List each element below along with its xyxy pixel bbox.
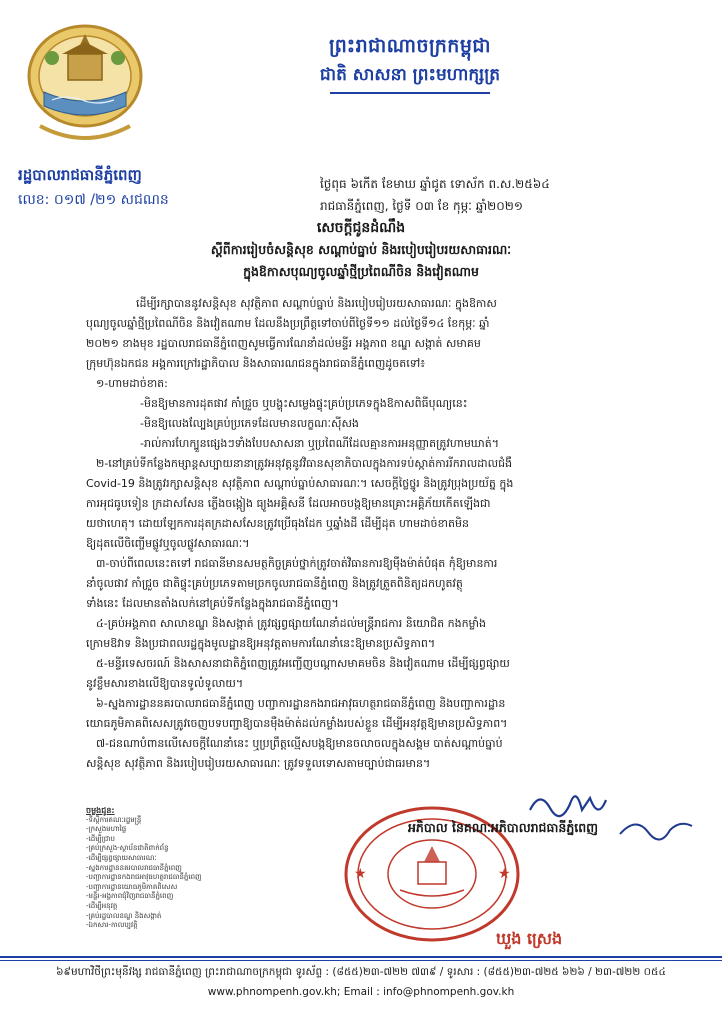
item-1-sub: -រាល់ការហែក្បួនផ្សេងៗទាំងបែបសាសនា ឬប្រពៃណីដែលគ្មានការអនុញ្ញាតត្រូវហាមឃាត់។ xyxy=(140,437,500,450)
recipients-heading: ចម្លងជូន: xyxy=(86,806,115,815)
item-1-sub: -មិនឱ្យលេងល្បែងគ្រប់ប្រភេទដែលមានលក្ខណៈស៊ីសង xyxy=(140,417,359,430)
recipient-item: -ស្នងការដ្ឋាននគរបាលរាជធានីភ្នំពេញ xyxy=(86,863,182,872)
item-6-line: យោធភូមិភាគពិសេសត្រូវចេញបទបញ្ជាឱ្យបានម៉ឺងម៉ាត់ដល់កម្លាំងរបស់ខ្លួន ដើម្បីអនុវត្តឱ្យមានប្រសិទ្ធភាព។ xyxy=(86,717,508,730)
motto-divider xyxy=(330,92,490,94)
phnom-penh-emblem-logo xyxy=(22,14,148,164)
svg-text:★: ★ xyxy=(354,866,367,882)
svg-text:★: ★ xyxy=(498,866,511,882)
recipient-item: -ដើម្បីផ្សព្វផ្សាយសាធារណៈ xyxy=(86,853,157,862)
place-and-date: រាជធានីភ្នំពេញ, ថ្ងៃទី ០៣ ខែ កុម្ភៈ ឆ្នាំ២០២១ xyxy=(320,199,523,213)
item-6-line: ៦-ស្នងការដ្ឋាននគរបាលរាជធានីភ្នំពេញ បញ្ជាការដ្ឋានកងរាជអាវុធហត្ថរាជធានីភ្នំពេញ និងបញ្ជាការដ្ឋាន xyxy=(96,697,506,710)
recipient-item: -ដើម្បីជ្រាប xyxy=(86,834,115,843)
item-2-line: ការអុជធូបទៀន ក្រដាសសែន ភ្លើងចង្កៀង ធ្យូងអគ្គិសនី ដែលអាចបង្កឱ្យមានគ្រោះអគ្គិភ័យកើតឡើងជា xyxy=(86,497,491,510)
item-7-line: សន្តិសុខ សុវត្ថិភាព និងរបៀបរៀបរយសាធារណៈ ត្រូវទទួលទោសតាមច្បាប់ជាធរមាន។ xyxy=(86,757,431,770)
lunar-date: ថ្ងៃពុធ ៦កើត ខែមាឃ ឆ្នាំជូត ទោស័ក ព.ស.២៥៦៤ xyxy=(320,177,550,191)
notice-body xyxy=(86,294,666,774)
recipient-item: -គ្រប់រដ្ឋបាលខណ្ឌ និងសង្កាត់ xyxy=(86,911,162,920)
item-3-line: ទាំងនេះ ដែលមានតាំងលក់នៅគ្រប់ទីកន្លែងក្នុងរាជធានីភ្នំពេញ។ xyxy=(86,597,339,610)
item-2-line: យថាហេតុ។ ដោយឡែកការដុតក្រដាសសែនត្រូវប្រើធុងដែក ឬឆ្នាំងដី ដើម្បីដុត ហាមដាច់ខាតមិន xyxy=(86,517,469,530)
item-2-line: ២-នៅគ្រប់ទីកន្លែងកម្សាន្តសប្បាយនានាត្រូវអនុវត្តនូវវិធានសុខាភិបាលក្នុងការទប់ស្កាត់ការរីករាលដាលជំងឺ xyxy=(96,457,513,470)
item-1-sub: -មិនឱ្យមានការដុតផាវ កាំជ្រួច ឬបង្ហុះសម្លេងផ្ទុះគ្រប់ប្រភេទក្នុងឱកាសពិធីបុណ្យនេះ xyxy=(140,397,468,410)
footer-divider-thin xyxy=(0,960,722,961)
item-3-line: ៣-ចាប់ពីពេលនេះតទៅ រាជធានីមានសមត្ថកិច្ចគ្រប់ថ្នាក់ត្រូវចាត់វិធានការឱ្យម៉ឺងម៉ាត់បំផុត កុំឱ្យមានការ xyxy=(96,557,498,570)
signer-name: ឃួង ស្រេង xyxy=(496,929,563,948)
intro-line: ២០២១ ខាងមុខ រដ្ឋបាលរាជធានីភ្នំពេញសូមធ្វើការណែនាំដល់មន្ទីរ អង្គភាព ខណ្ឌ សង្កាត់ សមាគម xyxy=(86,337,481,350)
recipient-item: -គ្រប់ក្រសួង-ស្ថាប័នជាតិពាក់ព័ន្ធ xyxy=(86,844,169,853)
reference-number: លេខ: ០១៧ /២១ សជណន xyxy=(18,192,169,208)
item-4-line: ៤-គ្រប់អង្គភាព សាលាខណ្ឌ និងសង្កាត់ ត្រូវផ្សព្វផ្សាយណែនាំដល់មន្ត្រីរាជការ និយោជិត កងកម្លាំង xyxy=(96,617,487,630)
footer-address: ៦៩មហាវិថីព្រះមុនីវង្ស រាជធានីភ្នំពេញ ព្រះរាជាណាចក្រកម្ពុជា ទូរស័ព្ទ : (៨៥៥)២៣-៧២២ ៧៣៩ / ទូរសារ : (៨៥៥)២៣-៧២៥ ៦២៦ / ២៣-៧២២ ០៥៤ xyxy=(56,966,666,978)
handwritten-signature xyxy=(520,780,700,850)
subject-line-2: ក្នុងឱកាសបុណ្យចូលឆ្នាំថ្មីប្រពៃណីចិន និងវៀតណាម xyxy=(243,264,479,279)
item-5-line: ៥-មន្ទីរទេសចរណ៍ និងសាសនាជាតិភ្នំពេញត្រូវអញ្ជើញបណ្ដាសមាគមចិន និងវៀតណាម ដើម្បីផ្សព្វផ្សាយ xyxy=(96,657,510,670)
subject-line-1: ស្ដីពីការរៀបចំសន្តិសុខ សណ្ដាប់ធ្នាប់ និងរបៀបរៀបរយសាធារណៈ xyxy=(210,242,512,257)
recipient-item: -ដើម្បីអនុវត្ត xyxy=(86,901,118,910)
item-2-line: Covid-19 និងត្រូវរក្សាសន្តិសុខ សុវត្ថិភាព សណ្ដាប់ធ្នាប់សាធារណៈ។ សេចក្ដីថ្លៃថ្នូរ និងត្រូវប្រុងប្រយ័ត្ន ក្នុង xyxy=(86,477,514,490)
recipient-item: -មន្ទីរ-អង្គភាពជុំវិញរាជធានីភ្នំពេញ xyxy=(86,892,174,901)
item-1-heading: ១-ហាមដាច់ខាត: xyxy=(96,377,168,390)
item-2-line: ឱ្យដុតលើចិញ្ចើមផ្លូវឬចូលផ្លូវសាធារណៈ។ xyxy=(86,537,250,550)
signer-title: អភិបាល នៃគណៈអភិបាលរាជធានីភ្នំពេញ xyxy=(408,820,599,835)
footer-divider xyxy=(0,956,722,958)
recipient-item: -ទីស្ដីការគណៈរដ្ឋមន្ត្រី xyxy=(86,815,142,824)
item-5-line: នូវខ្លឹមសារខាងលើឱ្យបានទូលំទូលាយ។ xyxy=(86,677,244,690)
kingdom-title: ព្រះរាជាណាចក្រកម្ពុជា xyxy=(329,35,491,57)
document-title: សេចក្ដីជូនដំណឹង xyxy=(316,220,406,236)
intro-line: បុណ្យចូលឆ្នាំថ្មីប្រពៃណីចិន និងវៀតណាម ដែលនឹងប្រព្រឹត្តទៅចាប់ពីថ្ងៃទី១១ ដល់ថ្ងៃទី១៤ ខែកុម្ភៈ ឆ្នាំ xyxy=(86,317,490,330)
item-3-line: នាំចូលផាវ កាំជ្រួច ជាតិផ្ទុះគ្រប់ប្រភេទតាមច្រកចូលរាជធានីភ្នំពេញ និងត្រូវត្រួតពិនិត្យដកហូតវត្ថុ xyxy=(86,577,463,590)
national-motto: ជាតិ សាសនា ព្រះមហាក្សត្រ xyxy=(319,65,501,85)
recipient-item: -ឯកសារ-កាលប្បវត្តិ xyxy=(86,921,138,930)
recipient-item: -បញ្ជាការដ្ឋានយោធភូមិភាគពិសេស xyxy=(86,882,178,891)
footer-web-email: www.phnompenh.gov.kh; Email : info@phnompenh.gov.kh xyxy=(207,986,515,998)
intro-line: ដើម្បីរក្សាបាននូវសន្តិសុខ សុវត្ថិភាព សណ្ដាប់ធ្នាប់ និងរបៀបរៀបរយសាធារណៈ ក្នុងឱកាស xyxy=(136,297,497,310)
intro-line: ក្រុមហ៊ុនឯកជន អង្គការក្រៅរដ្ឋាភិបាល និងសាធារណជនក្នុងរាជធានីភ្នំពេញដូចតទៅ៖ xyxy=(86,357,426,370)
item-4-line: ក្រោមឱវាទ និងប្រជាពលរដ្ឋក្នុងមូលដ្ឋានឱ្យអនុវត្តតាមការណែនាំនេះឱ្យមានប្រសិទ្ធភាព។ xyxy=(86,637,436,650)
recipient-item: -ក្រសួងមហាផ្ទៃ xyxy=(86,825,127,834)
issuing-agency: រដ្ឋបាលរាជធានីភ្នំពេញ xyxy=(18,166,142,184)
recipient-item: -បញ្ជាការដ្ឋានកងរាជអាវុធហត្ថរាជធានីភ្នំពេញ xyxy=(86,873,202,882)
item-7-line: ៧-ជនណាបំពានលើសេចក្ដីណែនាំនេះ ឬប្រព្រឹត្តល្មើសបង្កឱ្យមានចលាចលក្នុងសង្គម បាត់សណ្ដាប់ធ្នាប់ xyxy=(96,737,503,750)
recipients-list xyxy=(86,806,256,931)
